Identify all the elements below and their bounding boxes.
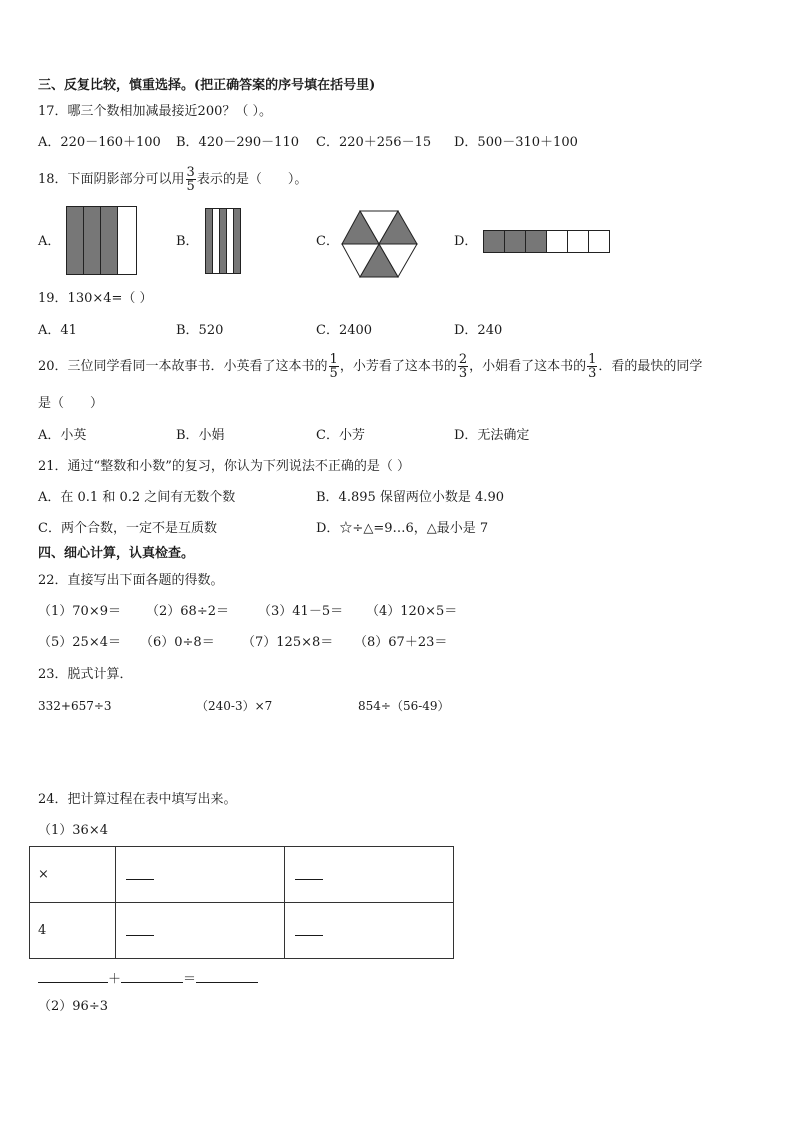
q21-option-a: A．在 0.1 和 0.2 之间有无数个数 <box>38 490 236 505</box>
section-3-heading: 三、反复比较，慎重选择。(把正确答案的序号填在括号里) <box>38 78 376 93</box>
q21-option-b: B．4.895 保留两位小数是 4.90 <box>316 490 504 505</box>
q20-fraction-2 <box>458 353 468 380</box>
q24-cell-r2c2[interactable] <box>285 903 454 959</box>
q22-stem: 22．直接写出下面各题的得数。 <box>38 573 224 588</box>
q20-f3-num: 1 <box>588 352 597 367</box>
q20-option-b: B．小娟 <box>176 428 225 443</box>
q20-option-a: A．小英 <box>38 428 87 443</box>
q17-option-c: C．220＋256－15 <box>316 135 432 150</box>
q18-fraction-den: 5 <box>186 179 195 194</box>
q18-stem <box>38 160 307 200</box>
q17-option-b: B．420－290－110 <box>176 135 299 150</box>
q22-item-6: （6）0÷8＝ <box>140 635 215 650</box>
q22-item-1: （1）70×9＝ <box>38 604 121 619</box>
q24-eq-blank-2[interactable] <box>121 968 183 983</box>
q19-option-a: A．41 <box>38 323 77 338</box>
q24-blank <box>295 922 323 936</box>
q18-figure-c <box>341 210 419 278</box>
q18-fraction <box>186 166 196 193</box>
q21-option-c: C．两个合数，一定不是互质数 <box>38 521 217 536</box>
q24-eq-equal: ＝ <box>183 972 197 987</box>
q19-option-b: B．520 <box>176 323 224 338</box>
q24-equation <box>38 968 258 989</box>
q22-item-2: （2）68÷2＝ <box>146 604 229 619</box>
section-4-heading: 四、细心计算，认真检查。 <box>38 546 195 561</box>
q24-calc-table <box>29 846 454 959</box>
q20-f1-num: 1 <box>329 352 338 367</box>
q22-item-4: （4）120×5＝ <box>366 604 458 619</box>
q18-stem-post: 表示的是（ ）。 <box>196 172 308 187</box>
q24-stem: 24．把计算过程在表中填写出来。 <box>38 792 237 807</box>
q18-label-c: C． <box>316 234 339 249</box>
q24-blank <box>295 866 323 880</box>
q24-sub1: （1）36×4 <box>38 823 108 838</box>
q20-stem <box>38 348 702 386</box>
q18-label-a: A． <box>38 234 61 249</box>
q20-f2-den: 3 <box>458 366 468 381</box>
q20-text-3: ，小娟看了这本书的 <box>469 359 587 374</box>
q18-fraction-num: 3 <box>186 165 195 180</box>
q20-f1-den: 5 <box>329 366 338 381</box>
q23-stem: 23．脱式计算． <box>38 667 133 682</box>
q22-item-8: （8）67＋23＝ <box>354 635 448 650</box>
q20-fraction-3 <box>587 353 597 380</box>
q19-stem: 19．130×4=（ ） <box>38 291 153 306</box>
q19-option-c: C．2400 <box>316 323 373 338</box>
q24-blank <box>126 866 154 880</box>
q23-item-1: 332+657÷3 <box>38 699 112 713</box>
q20-text-1: 20．三位同学看同一本故事书．小英看了这本书的 <box>38 359 328 374</box>
q24-sub2: （2）96÷3 <box>38 999 108 1014</box>
q21-option-d: D．☆÷△=9…6，△最小是 7 <box>316 521 489 536</box>
q24-blank <box>126 922 154 936</box>
q20-text-2: ，小芳看了这本书的 <box>339 359 457 374</box>
q18-stem-pre: 18．下面阴影部分可以用 <box>38 172 185 187</box>
q22-item-5: （5）25×4＝ <box>38 635 121 650</box>
q18-figure-b <box>205 208 243 275</box>
q23-item-3: 854÷（56-49） <box>358 699 450 713</box>
q18-label-b: B． <box>176 234 199 249</box>
q17-option-a: A．220－160＋100 <box>38 135 161 150</box>
q20-f2-num: 2 <box>458 352 468 367</box>
q20-option-d: D．无法确定 <box>454 428 530 443</box>
q19-option-d: D．240 <box>454 323 503 338</box>
q20-stem-line2: 是（ ） <box>38 396 104 411</box>
q24-cell-r1c1[interactable] <box>116 847 285 903</box>
q17-stem: 17．哪三个数相加减最接近200？（ ）。 <box>38 104 272 119</box>
q20-f3-den: 3 <box>588 366 597 381</box>
q18-label-d: D． <box>454 234 478 249</box>
q22-item-3: （3）41－5＝ <box>258 604 344 619</box>
q20-fraction-1 <box>329 353 339 380</box>
q24-eq-plus: ＋ <box>108 972 122 987</box>
q23-item-2: （240-3）×7 <box>196 699 273 713</box>
q20-option-c: C．小芳 <box>316 428 365 443</box>
q24-eq-blank-3[interactable] <box>196 968 258 983</box>
q24-cell-r1c2[interactable] <box>285 847 454 903</box>
q18-figure-a <box>66 206 138 276</box>
q24-row1-label: × <box>30 847 116 903</box>
q18-figure-d <box>483 230 613 254</box>
q24-eq-blank-1[interactable] <box>38 968 108 983</box>
q21-stem: 21．通过“整数和小数”的复习，你认为下列说法不正确的是（ ） <box>38 459 410 474</box>
q24-row2-label: 4 <box>30 903 116 959</box>
q22-item-7: （7）125×8＝ <box>242 635 334 650</box>
q24-cell-r2c1[interactable] <box>116 903 285 959</box>
q17-option-d: D．500－310＋100 <box>454 135 578 150</box>
q20-text-4: ．看的最快的同学 <box>598 359 703 374</box>
